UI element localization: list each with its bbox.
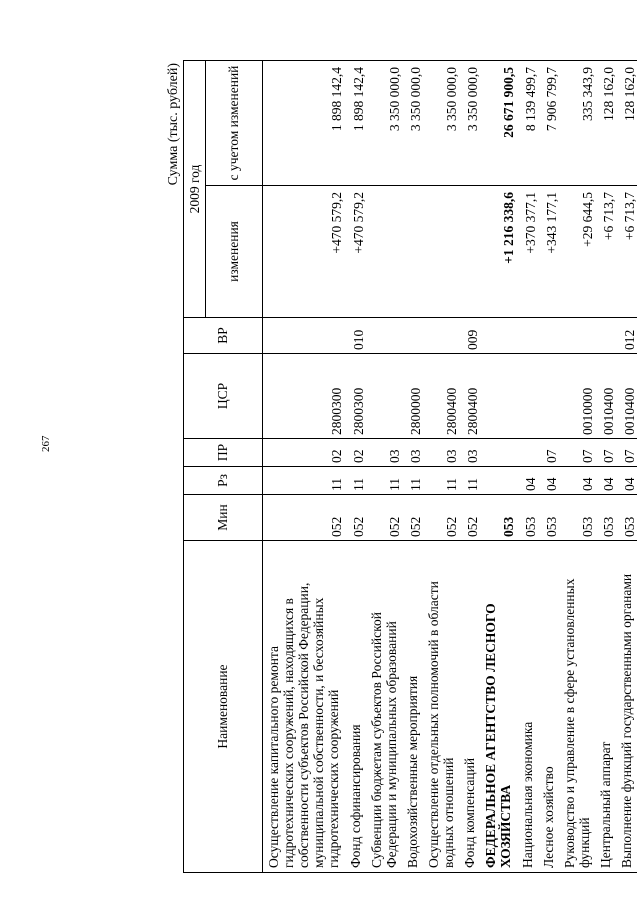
cell-rz: 11 [263,467,345,495]
cell-name: Национальная экономика [517,541,538,873]
cell-vr: 012 [616,318,637,354]
cell-min: 053 [517,495,538,541]
cell-rz: 11 [345,467,366,495]
cell-pr [480,439,516,467]
cell-pr: 07 [559,439,595,467]
cell-min: 052 [459,495,480,541]
table-header [184,61,263,873]
cell-vr [538,318,559,354]
cell-csr [538,354,559,439]
page-number: 267 [40,435,52,452]
cell-total: 8 139 499,7 [517,61,538,186]
cell-vr [559,318,595,354]
cell-rz: 11 [423,467,459,495]
cell-total: 3 350 000,0 [459,61,480,186]
cell-changes: +470 579,2 [263,186,345,318]
cell-name: Фонд софинансирования [345,541,366,873]
header-changes: изменения [206,186,263,318]
cell-total: 3 350 000,0 [366,61,402,186]
cell-vr [366,318,402,354]
header-year: 2009 год [184,61,206,318]
cell-changes [459,186,480,318]
cell-vr [517,318,538,354]
cell-pr: 03 [366,439,402,467]
cell-name: Лесное хозяйство [538,541,559,873]
cell-changes: +6 713,7 [616,186,637,318]
cell-csr: 0010400 [616,354,637,439]
cell-csr: 0010400 [595,354,616,439]
cell-total: 3 350 000,0 [423,61,459,186]
budget-table-page [166,43,638,873]
table-row [423,61,459,873]
cell-name: Водохозяйственные мероприятия [402,541,423,873]
table-row [616,61,637,873]
cell-pr: 03 [459,439,480,467]
cell-name: Осуществление отдельных полномочий в области водных отношений [423,541,459,873]
cell-total: 3 350 000,0 [402,61,423,186]
cell-name: Фонд компенсаций [459,541,480,873]
table-row [538,61,559,873]
cell-changes [402,186,423,318]
cell-min: 053 [559,495,595,541]
cell-total: 1 898 142,4 [345,61,366,186]
table-row [517,61,538,873]
cell-changes: +370 377,1 [517,186,538,318]
cell-name: ФЕДЕРАЛЬНОЕ АГЕНТСТВО ЛЕСНОГО ХОЗЯЙСТВА [480,541,516,873]
cell-changes: +470 579,2 [345,186,366,318]
cell-pr: 07 [595,439,616,467]
cell-min: 053 [538,495,559,541]
cell-changes: +1 216 338,6 [480,186,516,318]
cell-total: 335 343,9 [559,61,595,186]
cell-min: 052 [423,495,459,541]
cell-vr [423,318,459,354]
cell-pr: 03 [423,439,459,467]
cell-total: 128 162,0 [616,61,637,186]
table-row [480,61,516,873]
header-vr: ВР [184,318,263,354]
cell-name: Руководство и управление в сфере установленных функций [559,541,595,873]
table-row [595,61,616,873]
cell-pr [517,439,538,467]
cell-pr: 03 [402,439,423,467]
cell-total: 1 898 142,4 [263,61,345,186]
cell-rz [480,467,516,495]
cell-csr [366,354,402,439]
header-with-changes: с учетом изменений [206,61,263,186]
cell-vr [402,318,423,354]
table-row [459,61,480,873]
cell-pr: 07 [616,439,637,467]
cell-csr: 2800300 [263,354,345,439]
cell-csr: 2800300 [345,354,366,439]
cell-csr [480,354,516,439]
header-name: Наименование [184,541,263,873]
cell-name: Субвенции бюджетам субъектов Российской Федерации и муниципальных образований [366,541,402,873]
cell-rz: 11 [366,467,402,495]
header-csr: ЦСР [184,354,263,439]
cell-min: 052 [366,495,402,541]
cell-pr: 07 [538,439,559,467]
cell-total: 7 906 799,7 [538,61,559,186]
cell-name: Центральный аппарат [595,541,616,873]
table-row [366,61,402,873]
cell-min: 053 [595,495,616,541]
cell-pr: 02 [263,439,345,467]
cell-vr [480,318,516,354]
cell-min: 052 [345,495,366,541]
header-pr: ПР [184,439,263,467]
header-rz: Рз [184,467,263,495]
budget-table [183,60,637,873]
cell-min: 052 [263,495,345,541]
cell-rz: 11 [459,467,480,495]
cell-changes: +6 713,7 [595,186,616,318]
cell-changes [423,186,459,318]
cell-vr [263,318,345,354]
cell-rz: 04 [517,467,538,495]
cell-vr: 010 [345,318,366,354]
cell-total: 128 162,0 [595,61,616,186]
cell-csr: 0010000 [559,354,595,439]
cell-min: 052 [402,495,423,541]
cell-rz: 04 [595,467,616,495]
cell-min: 053 [480,495,516,541]
header-min: Мин [184,495,263,541]
cell-rz: 04 [559,467,595,495]
cell-vr: 009 [459,318,480,354]
cell-csr: 2800400 [459,354,480,439]
cell-min: 053 [616,495,637,541]
table-row [402,61,423,873]
cell-changes [366,186,402,318]
cell-pr: 02 [345,439,366,467]
cell-rz: 04 [616,467,637,495]
cell-vr [595,318,616,354]
sum-caption: Сумма (тыс. рублей) [166,63,181,186]
cell-name: Осуществление капитального ремонта гидротехнических сооружений, находящихся в собственности субъектов Российской Федерации, муниципальной собственности, и бесхозяйных гидротехнических сооружений [263,541,345,873]
cell-changes: +29 644,5 [559,186,595,318]
cell-total: 26 671 900,5 [480,61,516,186]
cell-csr: 2800000 [402,354,423,439]
table-row [345,61,366,873]
cell-name: Выполнение функций государственными органами [616,541,637,873]
table-row [559,61,595,873]
table-row [263,61,345,873]
cell-rz: 11 [402,467,423,495]
cell-csr: 2800400 [423,354,459,439]
table-body [263,61,638,873]
cell-csr [517,354,538,439]
cell-changes: +343 177,1 [538,186,559,318]
cell-rz: 04 [538,467,559,495]
